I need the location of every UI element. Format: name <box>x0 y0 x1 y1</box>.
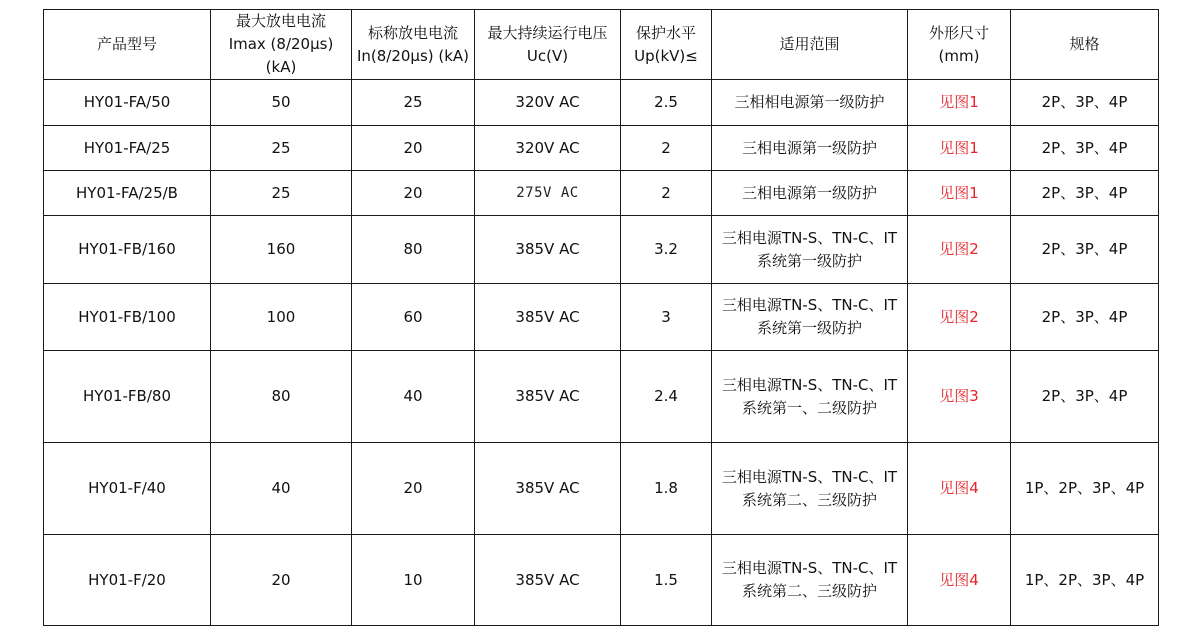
cell-imax: 40 <box>211 443 352 535</box>
header-max-continuous-voltage: 最大持续运行电压 Uc(V) <box>475 10 621 80</box>
cell-uc: 385V AC <box>475 535 621 626</box>
cell-in: 60 <box>352 284 475 351</box>
cell-scope: 三相电源TN-S、TN-C、IT 系统第二、三级防护 <box>712 443 908 535</box>
cell-imax: 20 <box>211 535 352 626</box>
cell-imax: 25 <box>211 126 352 171</box>
cell-spec: 2P、3P、4P <box>1011 284 1159 351</box>
header-row <box>44 10 1159 80</box>
table-row <box>44 535 1159 626</box>
cell-up: 1.5 <box>621 535 712 626</box>
cell-dimension-reference: 见图4 <box>908 535 1011 626</box>
cell-in: 40 <box>352 351 475 443</box>
cell-up: 2.5 <box>621 80 712 126</box>
header-application-scope: 适用范围 <box>712 10 908 80</box>
cell-dimension-reference: 见图3 <box>908 351 1011 443</box>
cell-scope: 三相电源第一级防护 <box>712 171 908 216</box>
cell-uc: 385V AC <box>475 216 621 284</box>
cell-model: HY01-FB/160 <box>44 216 211 284</box>
cell-uc: 385V AC <box>475 443 621 535</box>
cell-spec: 2P、3P、4P <box>1011 351 1159 443</box>
cell-uc: 320V AC <box>475 80 621 126</box>
table-row <box>44 284 1159 351</box>
cell-up: 1.8 <box>621 443 712 535</box>
header-max-discharge-current: 最大放电电流 Imax (8/20μs) (kA) <box>211 10 352 80</box>
cell-model: HY01-FB/100 <box>44 284 211 351</box>
cell-imax: 160 <box>211 216 352 284</box>
cell-spec: 2P、3P、4P <box>1011 80 1159 126</box>
table-row <box>44 443 1159 535</box>
cell-model: HY01-FA/25/B <box>44 171 211 216</box>
cell-scope: 三相电源TN-S、TN-C、IT 系统第一级防护 <box>712 216 908 284</box>
cell-spec: 1P、2P、3P、4P <box>1011 535 1159 626</box>
cell-model: HY01-F/20 <box>44 535 211 626</box>
cell-imax: 80 <box>211 351 352 443</box>
cell-in: 80 <box>352 216 475 284</box>
cell-uc: 320V AC <box>475 126 621 171</box>
cell-scope: 三相电源TN-S、TN-C、IT 系统第一、二级防护 <box>712 351 908 443</box>
cell-dimension-reference: 见图2 <box>908 284 1011 351</box>
cell-up: 2 <box>621 171 712 216</box>
cell-in: 10 <box>352 535 475 626</box>
cell-dimension-reference: 见图1 <box>908 171 1011 216</box>
cell-up: 2.4 <box>621 351 712 443</box>
product-spec-table <box>43 9 1159 626</box>
cell-model: HY01-FA/25 <box>44 126 211 171</box>
cell-spec: 2P、3P、4P <box>1011 171 1159 216</box>
cell-spec: 2P、3P、4P <box>1011 126 1159 171</box>
table-row <box>44 126 1159 171</box>
cell-up: 2 <box>621 126 712 171</box>
cell-dimension-reference: 见图1 <box>908 126 1011 171</box>
cell-model: HY01-F/40 <box>44 443 211 535</box>
header-specification: 规格 <box>1011 10 1159 80</box>
header-nominal-discharge-current: 标称放电电流 In(8/20μs) (kA) <box>352 10 475 80</box>
table-row <box>44 351 1159 443</box>
cell-imax: 100 <box>211 284 352 351</box>
cell-uc: 275V AC <box>475 171 621 216</box>
header-model: 产品型号 <box>44 10 211 80</box>
header-protection-level: 保护水平 Up(kV)≤ <box>621 10 712 80</box>
header-dimensions: 外形尺寸 (mm) <box>908 10 1011 80</box>
cell-uc: 385V AC <box>475 284 621 351</box>
cell-uc: 385V AC <box>475 351 621 443</box>
cell-in: 20 <box>352 126 475 171</box>
table-row <box>44 80 1159 126</box>
cell-model: HY01-FB/80 <box>44 351 211 443</box>
table-row <box>44 216 1159 284</box>
table-body <box>44 80 1159 626</box>
cell-model: HY01-FA/50 <box>44 80 211 126</box>
cell-in: 25 <box>352 80 475 126</box>
table-row <box>44 171 1159 216</box>
cell-scope: 三相电源第一级防护 <box>712 126 908 171</box>
cell-in: 20 <box>352 171 475 216</box>
cell-in: 20 <box>352 443 475 535</box>
cell-up: 3.2 <box>621 216 712 284</box>
cell-spec: 1P、2P、3P、4P <box>1011 443 1159 535</box>
cell-dimension-reference: 见图1 <box>908 80 1011 126</box>
cell-imax: 50 <box>211 80 352 126</box>
table-header <box>44 10 1159 80</box>
cell-up: 3 <box>621 284 712 351</box>
cell-dimension-reference: 见图2 <box>908 216 1011 284</box>
cell-imax: 25 <box>211 171 352 216</box>
cell-spec: 2P、3P、4P <box>1011 216 1159 284</box>
cell-scope: 三相相电源第一级防护 <box>712 80 908 126</box>
cell-scope: 三相电源TN-S、TN-C、IT 系统第二、三级防护 <box>712 535 908 626</box>
cell-dimension-reference: 见图4 <box>908 443 1011 535</box>
cell-scope: 三相电源TN-S、TN-C、IT 系统第一级防护 <box>712 284 908 351</box>
